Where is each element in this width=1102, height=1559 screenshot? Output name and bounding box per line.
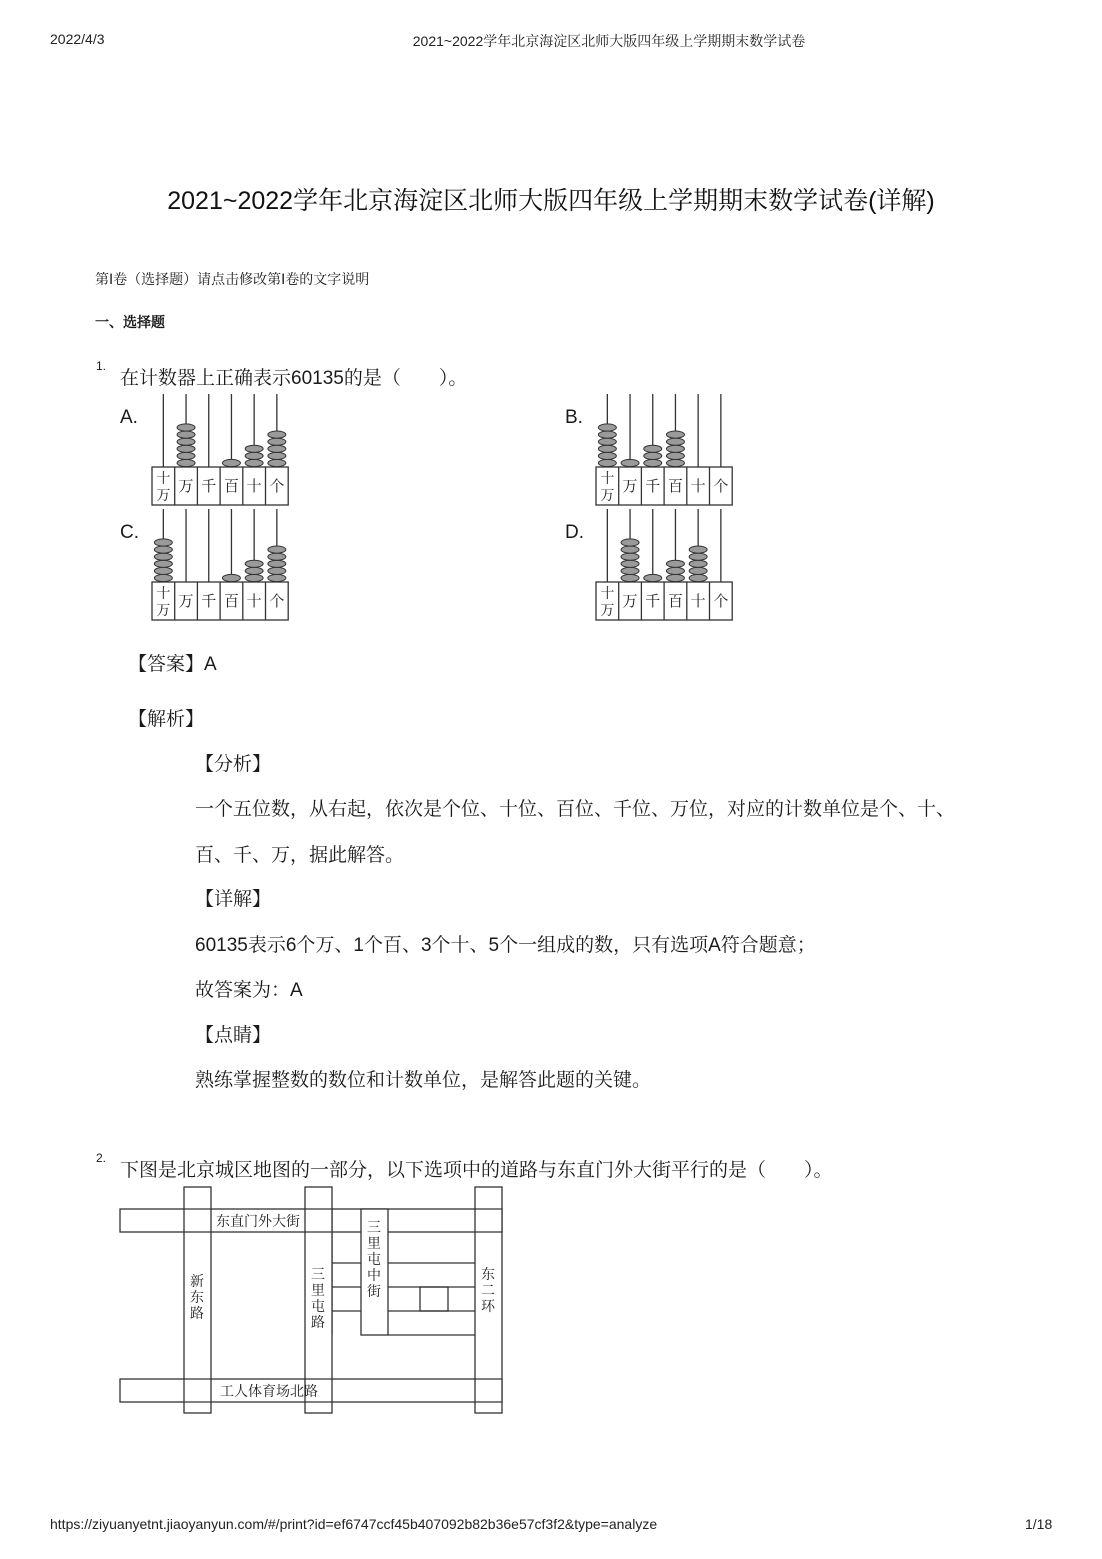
section-heading: 一、选择题 [95, 314, 165, 330]
label-dong-erhuan: 东二环 [481, 1266, 495, 1314]
abacus-column-label: 万 [178, 593, 194, 610]
question-1-text: 在计数器上正确表示60135的是（ ）。 [120, 368, 468, 389]
abacus-column-label: 十 [690, 593, 706, 610]
fenxi-line-1: 一个五位数，从右起，依次是个位、十位、百位、千位、万位，对应的计数单位是个、十、 [195, 799, 956, 820]
abacus-column-label: 万 [600, 487, 615, 503]
fenxi-line-2: 百、千、万，据此解答。 [195, 845, 405, 866]
abacus-column-label: 十 [690, 478, 706, 495]
header-doc-title: 2021~2022学年北京海淀区北师大版四年级上学期期末数学试卷 [412, 33, 806, 49]
xiangjie-line-1: 60135表示6个万、1个百、3个十、5个一组成的数，只有选项A符合题意； [195, 935, 816, 956]
abacus-column-label: 个 [269, 478, 285, 495]
dianjing-line: 熟练掌握整数的数位和计数单位，是解答此题的关键。 [195, 1070, 652, 1091]
abacus-column-label: 万 [156, 602, 171, 618]
answer-label: 【答案】 [128, 654, 205, 675]
question-number-1: 1. [96, 359, 107, 373]
abacus-column-label: 百 [223, 593, 239, 610]
abacus-column-label: 百 [667, 593, 683, 610]
xiangjie-line-2: 故答案为：A [195, 980, 303, 1001]
abacus-column-label: 千 [201, 478, 217, 495]
analysis-label: 【解析】 [128, 709, 205, 730]
label-sanlitun-zhongjie: 三里屯中街 [367, 1219, 381, 1299]
dianjing-label: 【点睛】 [195, 1025, 272, 1046]
label-gongti: 工人体育场北路 [220, 1383, 318, 1399]
question-2-text: 下图是北京城区地图的一部分，以下选项中的道路与东直门外大街平行的是（ ）。 [120, 1160, 833, 1181]
abacus-column-label: 百 [667, 478, 683, 495]
label-dongzhimen: 东直门外大街 [216, 1213, 300, 1229]
abacus-column-label: 十 [156, 470, 171, 486]
abacus-column-label: 万 [622, 593, 638, 610]
abacus-column-label: 千 [645, 593, 661, 610]
abacus-column-label: 十 [600, 585, 615, 601]
abacus-column-label: 十 [156, 585, 171, 601]
fenxi-label: 【分析】 [195, 754, 272, 775]
abacus-column-label: 十 [246, 478, 262, 495]
abacus-column-label: 千 [645, 478, 661, 495]
abacus-column-label: 万 [156, 487, 171, 503]
abacus-column-label: 个 [713, 593, 729, 610]
option-b-label: B. [565, 407, 583, 428]
label-sanlitun: 三里屯路 [311, 1266, 325, 1330]
label-xindong: 新东路 [190, 1273, 204, 1321]
abacus-column-label: 万 [600, 602, 615, 618]
volume-note: 第Ⅰ卷（选择题）请点击修改第Ⅰ卷的文字说明 [95, 271, 370, 287]
option-c-label: C. [120, 522, 139, 543]
header-date: 2022/4/3 [50, 31, 105, 47]
footer-url: https://ziyuanyetnt.jiaoyanyun.com/#/print?id=ef6747ccf45b407092b82b36e57cf3f2&type=analyze [50, 1516, 658, 1532]
abacus-column-label: 个 [713, 478, 729, 495]
option-a-label: A. [120, 407, 138, 428]
footer-page: 1/18 [1025, 1516, 1053, 1532]
question-number-2: 2. [96, 1151, 107, 1165]
abacus-column-label: 万 [178, 478, 194, 495]
page-title: 2021~2022学年北京海淀区北师大版四年级上学期期末数学试卷(详解) [167, 187, 935, 215]
abacus-column-label: 千 [201, 593, 217, 610]
option-d-label: D. [565, 522, 584, 543]
abacus-column-label: 百 [223, 478, 239, 495]
abacus-column-label: 十 [600, 470, 615, 486]
abacus-column-label: 十 [246, 593, 262, 610]
abacus-column-label: 万 [622, 478, 638, 495]
answer-value: A [204, 654, 217, 675]
abacus-column-label: 个 [269, 593, 285, 610]
xiangjie-label: 【详解】 [195, 889, 272, 910]
